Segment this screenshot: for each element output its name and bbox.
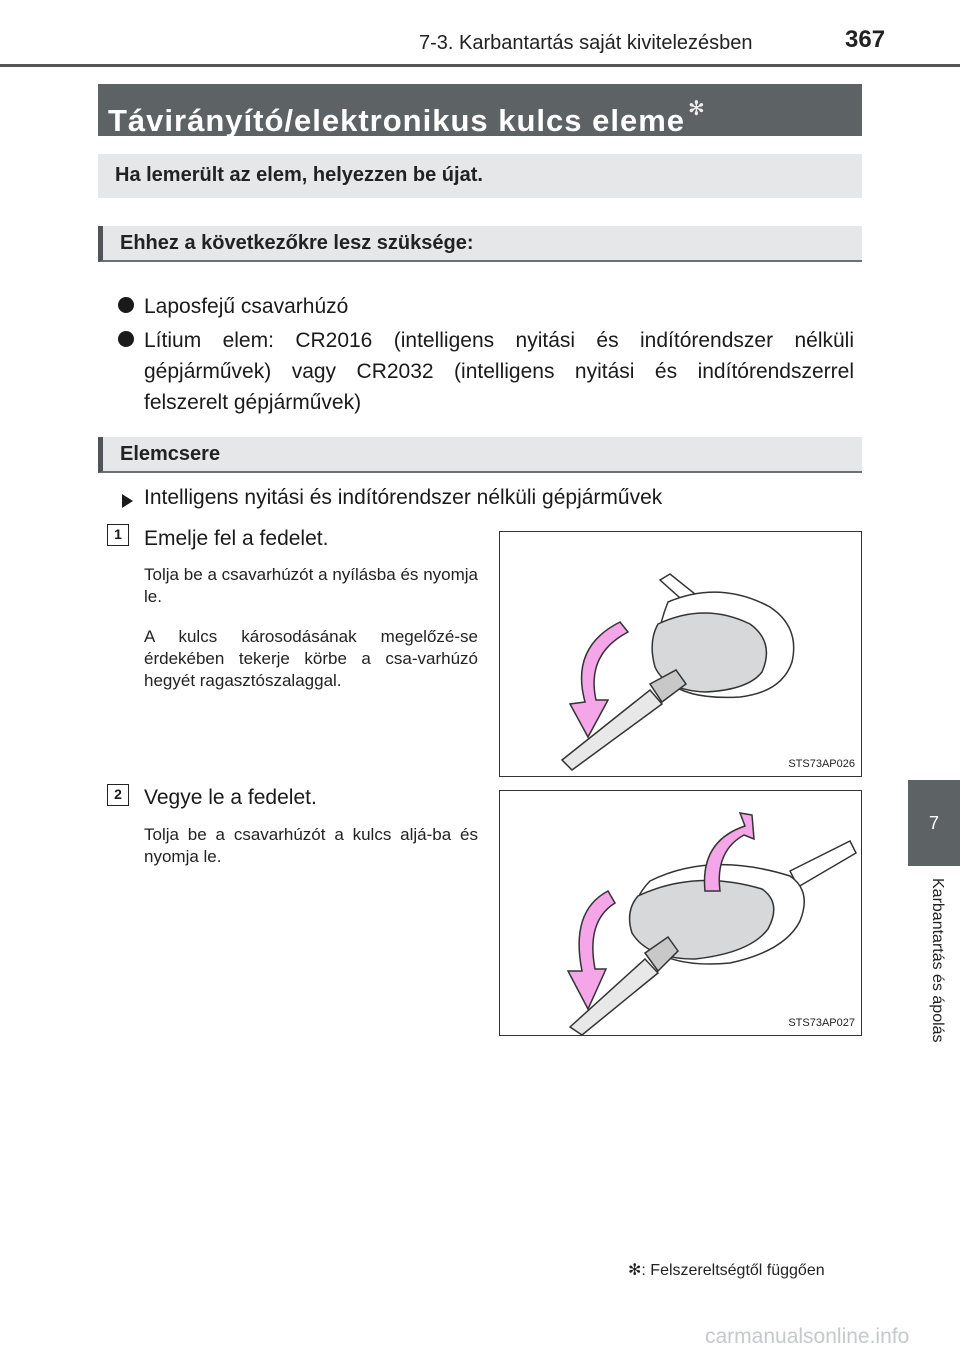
- lead-box: Ha lemerült az elem, helyezzen be újat.: [98, 154, 862, 198]
- bullet-text: Lítium elem: CR2016 (intelligens nyitási és indítórendszer nélküli gépjárművek) vagy CR2032 (intelligens nyitási és indítórendszerrel felszerelt gépjárművek): [144, 329, 854, 414]
- requirements-heading: Ehhez a következőkre lesz szüksége:: [98, 226, 862, 262]
- watermark: carmanualsonline.info: [705, 1325, 910, 1348]
- step-number: 1: [107, 524, 129, 546]
- step-title: Emelje fel a fedelet.: [144, 527, 329, 550]
- sub-heading-text: Intelligens nyitási és indítórendszer nélküli gépjárművek: [144, 486, 663, 509]
- chapter-tab: 7: [908, 780, 960, 866]
- footnote: [628, 1260, 825, 1280]
- step-paragraph: Tolja be a csavarhúzót a nyílásba és nyomja le.: [144, 565, 478, 606]
- step-paragraph: Tolja be a csavarhúzót a kulcs aljá-ba és nyomja le.: [144, 825, 478, 866]
- asterisk-mark-icon: ✻: [628, 1262, 642, 1279]
- footnote-text: : Felszereltségtől függően: [641, 1262, 825, 1279]
- figure-step-1: [499, 531, 862, 777]
- triangle-bullet-icon: [122, 494, 133, 508]
- page-title-text: Távirányító/elektronikus kulcs eleme: [108, 103, 686, 138]
- bullet-dot-icon: [118, 331, 134, 347]
- step-paragraph: A kulcs károsodásának megelőzé-se érdekében tekerje körbe a csa-varhúzó hegyét ragasztószalaggal.: [144, 627, 478, 690]
- page-title: [98, 84, 862, 136]
- running-header: 7-3. Karbantartás saját kivitelezésben: [419, 32, 753, 54]
- figure-code: STS73AP026: [788, 758, 855, 770]
- step-number: 2: [107, 784, 129, 806]
- page-number: 367: [845, 26, 886, 53]
- asterisk-mark-icon: ✻: [688, 98, 706, 120]
- key-illustration-1: [500, 532, 862, 777]
- figure-step-2: [499, 790, 862, 1036]
- step-title: Vegye le a fedelet.: [144, 786, 317, 809]
- chapter-label: [929, 878, 952, 1088]
- bullet-text: Laposfejű csavarhúzó: [144, 295, 349, 318]
- figure-code: STS73AP027: [788, 1017, 855, 1029]
- header-rule: [0, 64, 960, 67]
- bullet-dot-icon: [118, 297, 134, 313]
- chapter-label-text: Karbantartás és ápolás: [929, 878, 946, 1043]
- replacement-heading: Elemcsere: [98, 437, 862, 473]
- key-illustration-2: [500, 791, 862, 1036]
